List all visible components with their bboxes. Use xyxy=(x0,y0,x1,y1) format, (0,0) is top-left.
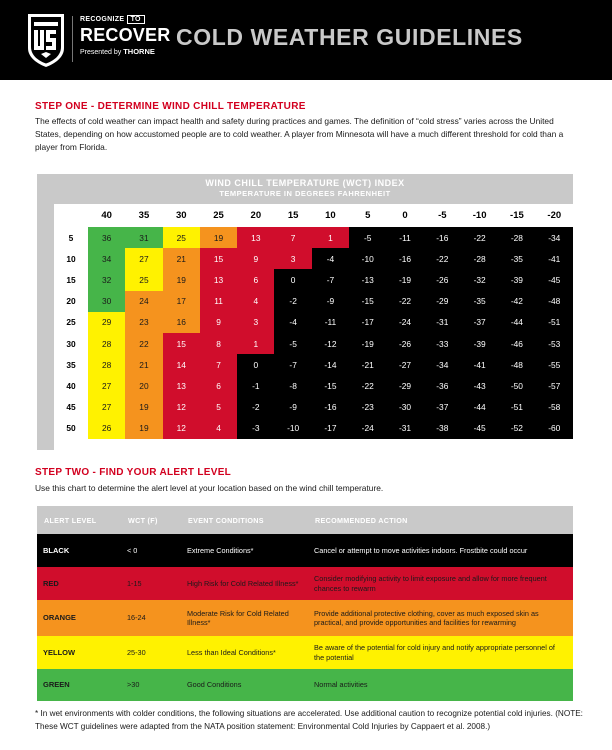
wct-cell: 13 xyxy=(237,227,274,248)
temperature-header: 15 xyxy=(274,204,311,227)
event-conditions: Good Conditions xyxy=(181,669,308,701)
wct-cell: -28 xyxy=(461,248,498,269)
wct-cell: -28 xyxy=(498,227,535,248)
wct-cell: -4 xyxy=(312,248,349,269)
wct-cell: 21 xyxy=(163,248,200,269)
wct-cell: 32 xyxy=(88,269,125,290)
wct-cell: 27 xyxy=(125,248,162,269)
wct-cell: 36 xyxy=(88,227,125,248)
wct-cell: -29 xyxy=(386,375,423,396)
wct-range: 1-15 xyxy=(121,567,181,600)
header-event-conditions: EVENT CONDITIONS xyxy=(181,506,308,534)
wct-cell: 14 xyxy=(163,354,200,375)
wct-cell: 9 xyxy=(200,312,237,333)
wct-cell: -41 xyxy=(536,248,573,269)
wct-cell: -39 xyxy=(461,333,498,354)
wct-cell: -30 xyxy=(386,397,423,418)
page-header xyxy=(0,0,612,80)
wct-row xyxy=(54,333,573,354)
wct-cell: 28 xyxy=(88,354,125,375)
temperature-header: 0 xyxy=(386,204,423,227)
wct-cell: 27 xyxy=(88,375,125,396)
wct-cell: 12 xyxy=(163,397,200,418)
wct-cell: -19 xyxy=(386,269,423,290)
alert-table-header-row xyxy=(37,506,573,534)
wct-cell: -2 xyxy=(274,291,311,312)
temperature-header: -10 xyxy=(461,204,498,227)
temperature-header: 25 xyxy=(200,204,237,227)
wct-cell: -44 xyxy=(461,397,498,418)
wct-cell: 8 xyxy=(200,333,237,354)
wct-cell: 1 xyxy=(237,333,274,354)
wct-cell: -46 xyxy=(498,333,535,354)
wct-cell: 4 xyxy=(237,291,274,312)
wct-cell: -22 xyxy=(349,375,386,396)
alert-row-yellow xyxy=(37,636,573,669)
temperature-header: 5 xyxy=(349,204,386,227)
wct-cell: -33 xyxy=(424,333,461,354)
wind-speed-band xyxy=(37,204,54,450)
temperature-header: -20 xyxy=(536,204,573,227)
wct-row xyxy=(54,354,573,375)
wind-speed-value: 5 xyxy=(54,227,88,248)
table-corner xyxy=(54,204,88,227)
wct-cell: -10 xyxy=(349,248,386,269)
wct-cell: 34 xyxy=(88,248,125,269)
recommended-action: Provide additional protective clothing, cover as much exposed skin as practical, and provide opportunities and facilities for rewarming xyxy=(308,600,573,636)
wct-cell: 25 xyxy=(125,269,162,290)
wct-cell: -32 xyxy=(461,269,498,290)
alert-level: BLACK xyxy=(37,534,121,567)
wct-cell: -8 xyxy=(274,375,311,396)
wct-cell: -31 xyxy=(424,312,461,333)
wct-cell: -26 xyxy=(386,333,423,354)
wct-cell: 28 xyxy=(88,333,125,354)
wct-cell: 23 xyxy=(125,312,162,333)
wct-cell: -7 xyxy=(312,269,349,290)
wct-cell: -51 xyxy=(498,397,535,418)
wct-index-table xyxy=(37,174,573,450)
header-wct: WCT (F) xyxy=(121,506,181,534)
recommended-action: Be aware of the potential for cold injury and notify appropriate personnel of the potential xyxy=(308,636,573,669)
wct-cell: -60 xyxy=(536,418,573,439)
alert-level: YELLOW xyxy=(37,636,121,669)
event-conditions: Moderate Risk for Cold Related Illness* xyxy=(181,600,308,636)
wct-cell: -39 xyxy=(498,269,535,290)
campaign-top: RECOGNIZE TO xyxy=(80,15,170,25)
recommended-action: Consider modifying activity to limit exposure and allow for more frequent chances to rewarm xyxy=(308,567,573,600)
recommended-action: Cancel or attempt to move activities indoors. Frostbite could occur xyxy=(308,534,573,567)
step-one-title: STEP ONE - DETERMINE WIND CHILL TEMPERATURE xyxy=(35,101,306,112)
wct-range: >30 xyxy=(121,669,181,701)
wct-cell: -12 xyxy=(312,333,349,354)
alert-level: ORANGE xyxy=(37,600,121,636)
wct-cell: 3 xyxy=(274,248,311,269)
wct-cell: -45 xyxy=(536,269,573,290)
recommended-action: Normal activities xyxy=(308,669,573,701)
wct-cell: 6 xyxy=(237,269,274,290)
wct-cell: -11 xyxy=(386,227,423,248)
wct-cell: 15 xyxy=(163,333,200,354)
wct-cell: -26 xyxy=(424,269,461,290)
wct-cell: -37 xyxy=(461,312,498,333)
wct-cell: 26 xyxy=(88,418,125,439)
wct-row xyxy=(54,227,573,248)
temperature-header: 10 xyxy=(312,204,349,227)
wct-cell: 3 xyxy=(237,312,274,333)
wct-cell: -22 xyxy=(461,227,498,248)
wct-cell: 19 xyxy=(200,227,237,248)
wct-table-subtitle: TEMPERATURE IN DEGREES FAHRENHEIT xyxy=(219,189,391,198)
wct-cell: 0 xyxy=(274,269,311,290)
wct-cell: 5 xyxy=(200,397,237,418)
wct-row xyxy=(54,312,573,333)
wct-cell: -45 xyxy=(461,418,498,439)
wct-cell: -36 xyxy=(424,375,461,396)
wct-cell: 4 xyxy=(200,418,237,439)
wind-speed-value: 20 xyxy=(54,291,88,312)
wct-cell: 7 xyxy=(200,354,237,375)
event-conditions: Extreme Conditions* xyxy=(181,534,308,567)
wct-cell: 16 xyxy=(163,312,200,333)
wct-cell: -2 xyxy=(237,397,274,418)
temperature-header: 30 xyxy=(163,204,200,227)
wind-speed-label: WIND SPEED xyxy=(4,299,12,349)
wct-row xyxy=(54,248,573,269)
wind-speed-value: 35 xyxy=(54,354,88,375)
temperature-header: 20 xyxy=(237,204,274,227)
wct-cell: -19 xyxy=(349,333,386,354)
footnote: * In wet environments with colder conditions, the following situations are accelerated. Use additional caution to recognize potential cold injuries. (NOTE: These WCT guidelines were adapted from the NATA position statement: Environmental Cold Injuries by Cappaert et al. 2008.) xyxy=(35,709,583,731)
step-two-body: Use this chart to determine the alert level at your location based on the wind chill temperature. xyxy=(35,483,384,493)
wct-cell: 13 xyxy=(200,269,237,290)
wind-speed-value: 40 xyxy=(54,375,88,396)
campaign-main: RECOVER xyxy=(80,25,171,45)
wct-cell: -5 xyxy=(349,227,386,248)
wct-cell: 19 xyxy=(125,418,162,439)
wct-grid xyxy=(54,204,573,439)
wct-cell: 31 xyxy=(125,227,162,248)
wct-cell: -16 xyxy=(312,397,349,418)
wct-cell: -7 xyxy=(274,354,311,375)
wind-speed-value: 45 xyxy=(54,397,88,418)
wct-cell: -15 xyxy=(349,291,386,312)
wct-cell: 21 xyxy=(125,354,162,375)
wct-cell: -57 xyxy=(536,375,573,396)
wct-cell: -48 xyxy=(498,354,535,375)
wct-cell: -24 xyxy=(386,312,423,333)
wct-cell: 12 xyxy=(163,418,200,439)
wct-cell: 20 xyxy=(125,375,162,396)
wct-cell: -15 xyxy=(312,375,349,396)
wct-row xyxy=(54,291,573,312)
wct-cell: -24 xyxy=(349,418,386,439)
wct-cell: 9 xyxy=(237,248,274,269)
alert-level: RED xyxy=(37,567,121,600)
wct-cell: -34 xyxy=(424,354,461,375)
temperature-header: 40 xyxy=(88,204,125,227)
wind-speed-value: 50 xyxy=(54,418,88,439)
wct-cell: -22 xyxy=(424,248,461,269)
logo-divider xyxy=(72,16,73,62)
alert-row-green xyxy=(37,669,573,701)
wct-cell: -21 xyxy=(349,354,386,375)
wct-cell: 30 xyxy=(88,291,125,312)
wct-range: < 0 xyxy=(121,534,181,567)
wct-cell: -41 xyxy=(461,354,498,375)
wct-cell: -13 xyxy=(349,269,386,290)
wct-cell: -1 xyxy=(237,375,274,396)
wct-cell: -35 xyxy=(461,291,498,312)
step-two-title: STEP TWO - FIND YOUR ALERT LEVEL xyxy=(35,467,232,478)
wct-cell: -9 xyxy=(274,397,311,418)
wct-cell: 17 xyxy=(163,291,200,312)
alert-level-table xyxy=(37,506,573,701)
alert-row-orange xyxy=(37,600,573,636)
step-one-body: The effects of cold weather can impact health and safety during practices and games. The definition of “cold stress” varies across the United States, depending on how accustomed people are to cold weather. A player from Minnesota will have a much different threshold for cold than a player from Florida. xyxy=(35,116,564,152)
wct-range: 16-24 xyxy=(121,600,181,636)
wct-cell: -52 xyxy=(498,418,535,439)
temperature-header: 35 xyxy=(125,204,162,227)
wct-cell: -27 xyxy=(386,354,423,375)
wct-cell: -3 xyxy=(237,418,274,439)
wct-cell: -16 xyxy=(386,248,423,269)
alert-level: GREEN xyxy=(37,669,121,701)
wind-speed-value: 10 xyxy=(54,248,88,269)
wct-cell: 19 xyxy=(125,397,162,418)
wct-cell: 1 xyxy=(312,227,349,248)
wct-cell: -16 xyxy=(424,227,461,248)
temperature-header: -15 xyxy=(498,204,535,227)
temperature-header: -5 xyxy=(424,204,461,227)
page-title: COLD WEATHER GUIDELINES xyxy=(176,24,523,50)
wind-speed-value: 30 xyxy=(54,333,88,354)
wct-cell: 19 xyxy=(163,269,200,290)
us-soccer-crest-icon xyxy=(26,12,66,68)
wct-cell: 6 xyxy=(200,375,237,396)
wct-cell: -44 xyxy=(498,312,535,333)
wct-cell: 25 xyxy=(163,227,200,248)
wct-cell: -35 xyxy=(498,248,535,269)
header-recommended-action: RECOMMENDED ACTION xyxy=(308,506,573,534)
wct-cell: 11 xyxy=(200,291,237,312)
wct-cell: -50 xyxy=(498,375,535,396)
wct-cell: 15 xyxy=(200,248,237,269)
wct-cell: -37 xyxy=(424,397,461,418)
wct-cell: 22 xyxy=(125,333,162,354)
wind-speed-value: 15 xyxy=(54,269,88,290)
wct-cell: -51 xyxy=(536,312,573,333)
wct-row xyxy=(54,375,573,396)
wct-cell: 24 xyxy=(125,291,162,312)
wct-cell: -55 xyxy=(536,354,573,375)
wct-range: 25-30 xyxy=(121,636,181,669)
wct-row xyxy=(54,418,573,439)
wct-cell: -22 xyxy=(386,291,423,312)
wct-cell: 27 xyxy=(88,397,125,418)
presented-by: Presented by THORNE xyxy=(80,47,155,56)
wind-speed-value: 25 xyxy=(54,312,88,333)
wct-cell: -10 xyxy=(274,418,311,439)
wct-cell: -5 xyxy=(274,333,311,354)
recognize-to-recover-logo xyxy=(80,15,170,57)
wct-cell: -53 xyxy=(536,333,573,354)
wct-cell: -58 xyxy=(536,397,573,418)
header-alert-level: ALERT LEVEL xyxy=(37,506,121,534)
wct-cell: 13 xyxy=(163,375,200,396)
event-conditions: High Risk for Cold Related Illness* xyxy=(181,567,308,600)
wct-cell: -34 xyxy=(536,227,573,248)
wct-cell: 7 xyxy=(274,227,311,248)
wct-cell: -38 xyxy=(424,418,461,439)
temperature-header-row xyxy=(54,204,573,227)
wct-cell: -4 xyxy=(274,312,311,333)
wct-cell: 29 xyxy=(88,312,125,333)
wct-cell: -43 xyxy=(461,375,498,396)
wct-cell: -9 xyxy=(312,291,349,312)
alert-row-red xyxy=(37,567,573,600)
wct-cell: -14 xyxy=(312,354,349,375)
wct-row xyxy=(54,397,573,418)
wct-cell: -48 xyxy=(536,291,573,312)
wct-row xyxy=(54,269,573,290)
wct-cell: -42 xyxy=(498,291,535,312)
wct-table-title: WIND CHILL TEMPERATURE (WCT) INDEX xyxy=(205,178,405,188)
wct-cell: -23 xyxy=(349,397,386,418)
event-conditions: Less than Ideal Conditions* xyxy=(181,636,308,669)
wct-cell: -29 xyxy=(424,291,461,312)
alert-row-black xyxy=(37,534,573,567)
wct-cell: -31 xyxy=(386,418,423,439)
wct-cell: 0 xyxy=(237,354,274,375)
wct-cell: -17 xyxy=(312,418,349,439)
wct-table-header xyxy=(37,174,573,204)
wct-cell: -11 xyxy=(312,312,349,333)
wct-cell: -17 xyxy=(349,312,386,333)
